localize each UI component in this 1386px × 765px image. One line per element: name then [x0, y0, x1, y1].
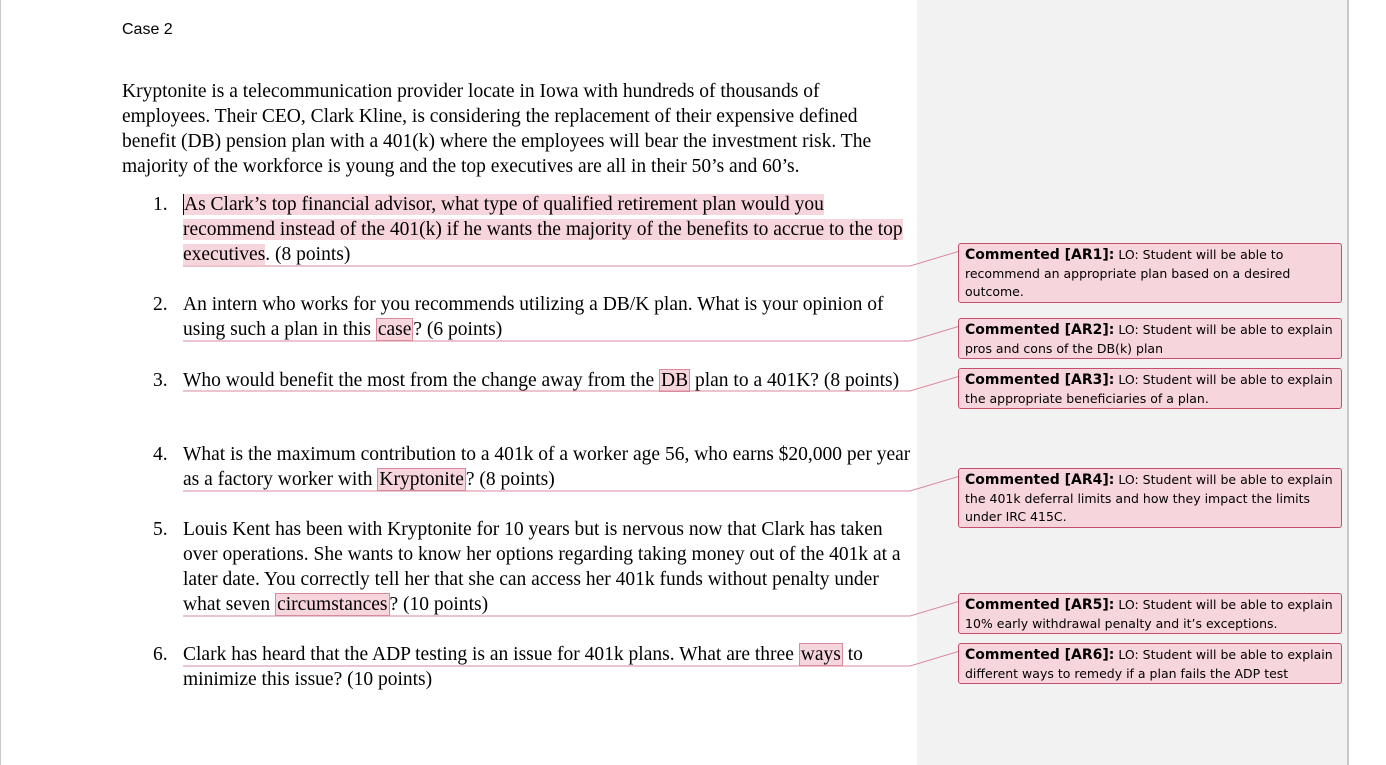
- comment-label: Commented [AR1]:: [965, 247, 1115, 263]
- question-number: 1.: [153, 194, 168, 215]
- comment-anchor-ar2[interactable]: case: [377, 319, 412, 340]
- question-number: 3.: [153, 370, 168, 391]
- comment-anchor-ar1[interactable]: As Clark’s top financial advisor, what type of qualified retirement plan would you recommend instead of the 401(k) if he wants the majority of the benefits to accrue to the top executives: [183, 194, 903, 265]
- comment-text: LO: Student will be able to explain pros and cons of the DB(k) plan: [965, 322, 1333, 356]
- comment-label: Commented [AR5]:: [965, 597, 1115, 613]
- window-edge: [1349, 0, 1386, 765]
- page-header: Case 2: [122, 21, 173, 38]
- comment-text: LO: Student will be able to recommend an appropriate plan based on a desired outcome.: [965, 247, 1291, 299]
- question-number: 4.: [153, 444, 168, 465]
- comment-anchor-ar3[interactable]: DB: [660, 370, 689, 391]
- comment-ar5[interactable]: [958, 593, 1342, 634]
- comment-ar1[interactable]: [958, 243, 1342, 303]
- comment-anchor-ar5[interactable]: circumstances: [277, 594, 388, 615]
- comment-anchor-ar4[interactable]: Kryptonite: [379, 469, 464, 490]
- comment-text: LO: Student will be able to explain the 401k deferral limits and how they impact the limits under IRC 415C.: [965, 472, 1333, 524]
- question-number: 5.: [153, 519, 168, 540]
- comment-ar4[interactable]: [958, 468, 1342, 528]
- question-number: 6.: [153, 644, 168, 665]
- comment-label: Commented [AR2]:: [965, 322, 1115, 338]
- comment-label: Commented [AR3]:: [965, 372, 1115, 388]
- comment-ar2[interactable]: [958, 318, 1342, 359]
- comment-ar6[interactable]: [958, 643, 1342, 684]
- intro-paragraph[interactable]: [122, 79, 912, 179]
- comment-text: LO: Student will be able to explain the appropriate beneficiaries of a plan.: [965, 372, 1333, 406]
- comment-anchor-ar6[interactable]: ways: [800, 644, 841, 665]
- comment-ar3[interactable]: [958, 368, 1342, 409]
- comment-label: Commented [AR6]:: [965, 647, 1115, 663]
- comment-text: LO: Student will be able to explain different ways to remedy if a plan fails the ADP test: [965, 647, 1333, 681]
- question-number: 2.: [153, 294, 168, 315]
- comment-label: Commented [AR4]:: [965, 472, 1115, 488]
- intro-text: Kryptonite is a telecommunication provider locate in Iowa with hundreds of thousands of employees. Their CEO, Clark Kline, is considering the replacement of their expensive defined benefit (DB) pension plan with a 401(k) where the employees will bear the investment risk. The majority of the workforce is young and the top executives are all in their 50’s and 60’s.: [122, 81, 872, 177]
- comment-text: LO: Student will be able to explain 10% early withdrawal penalty and it’s exceptions.: [965, 597, 1333, 631]
- document-page[interactable]: Case 2 Kryptonite is a telecommunication provider locate in Iowa with hundreds of thousands of employees. Their CEO, Clark Kline, is considering the replacement of their expensive defined benefit (DB) pension plan with a 401(k) where the employees will bear the investment risk. The majority of the workforce is young and the top executives are all in their 50’s and 60’s. 1. As Clark’s top financial advisor, what type of qualified retirement plan would you recommend instead of the 401(k) if he wants the majority of the benefits to accrue to the top executives. (8 points) 2. An intern who works for you recommends utilizing a DB/K plan. What is your opinion of using such a plan in this case ? (6 points) 3. Who would benefit the most from the change away from the DB plan to a 401K? (8 points) 4. What is the maximum contribution to a 401k of a worker age 56, who earns $20,000 per year as a factory worker with Kryptonite ? (8 points) 5. Louis Kent has been with Kryptonite for 10 years but is nervous now that Clark has taken over operations. She wants to know her options regarding taking money out of the 401k at a later date. You correctly tell her that she can access her 401k funds without penalty under what seven circumstances ? (10 points) 6. Clark has heard that the ADP testing is an issue for 401k plans. What are three ways to minimize this issue? (10 points): [0, 0, 917, 765]
